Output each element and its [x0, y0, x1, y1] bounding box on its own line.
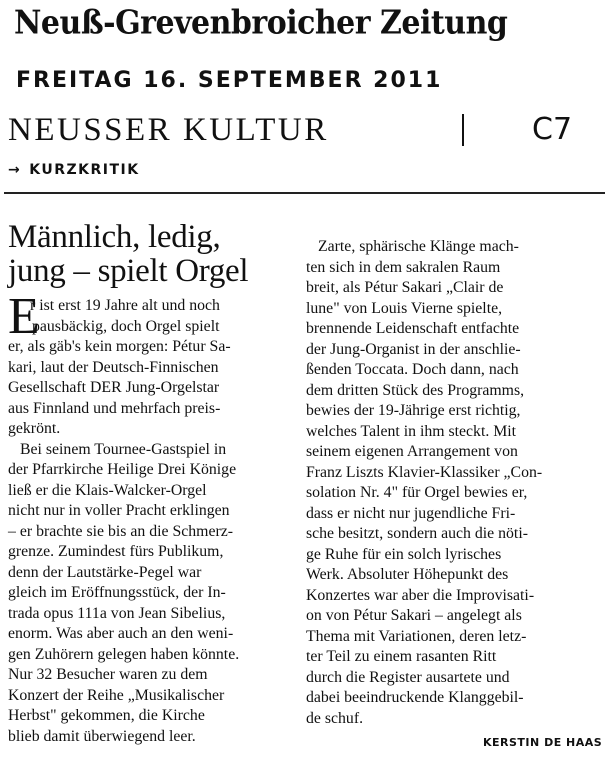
- section-divider: [462, 114, 464, 146]
- text-line: ge Ruhe für ein solch lyrisches: [306, 545, 502, 563]
- section-title: NEUSSER KULTUR: [8, 112, 329, 148]
- text-line: grenze. Zumindest fürs Publikum,: [8, 543, 224, 560]
- text-line: – er brachte sie bis an die Schmerz-: [8, 522, 234, 540]
- text-line: nicht nur in voller Pracht erklingen: [8, 502, 230, 519]
- kicker-text: KURZKRITIK: [29, 162, 140, 178]
- section-header: [8, 110, 598, 150]
- article-column-left: [8, 288, 292, 747]
- drop-cap: E: [8, 288, 40, 345]
- author-byline: KERSTIN DE HAAS: [483, 736, 603, 749]
- text-line: der Jung-Organist in der anschlie-: [306, 340, 521, 358]
- text-line: kari, laut der Deutsch-Finnischen: [8, 358, 219, 376]
- page-number: C7: [532, 112, 573, 147]
- text-line: Zarte, sphärische Klänge mach-: [318, 238, 519, 255]
- text-line: Thema mit Variationen, deren letz-: [306, 627, 527, 645]
- text-line: sche besitzt, sondern auch die nöti-: [306, 525, 528, 542]
- text-line: pausbäckig, doch Orgel spielt: [32, 317, 220, 335]
- text-line: er, als gäb's kein morgen: Pétur Sa-: [8, 338, 231, 355]
- text-line: gen Zuhörern gelegen haben könnte.: [8, 645, 240, 663]
- text-line: dabei beeindruckende Klanggebil-: [306, 689, 524, 706]
- text-line: blieb damit überwiegend leer.: [8, 727, 196, 745]
- text-line: dass er nicht nur jugendliche Fri-: [306, 504, 516, 522]
- text-line: gekrönt.: [8, 420, 61, 437]
- text-line: ten sich in dem sakralen Raum: [306, 258, 501, 276]
- text-line: der Pfarrkirche Heilige Drei Könige: [8, 461, 237, 478]
- text-line: enorm. Was aber auch an den weni-: [8, 625, 234, 642]
- text-line: brennende Leidenschaft entfachte: [306, 320, 520, 337]
- text-line: bewies der 19-Jährige erst richtig,: [306, 402, 521, 419]
- text-line: Konzert der Reihe „Musikalischer: [8, 686, 225, 704]
- text-line: ter Teil zu einem rasanten Ritt: [306, 648, 497, 665]
- text-line: dem dritten Stück des Programms,: [306, 381, 525, 399]
- arrow-right-icon: →: [8, 162, 22, 178]
- text-line: Konzertes war aber die Improvisati-: [306, 586, 535, 604]
- article-headline: [8, 220, 288, 288]
- text-line: denn der Lautstärke-Pegel war: [8, 563, 202, 581]
- headline-line: Männlich, ledig,: [8, 219, 221, 255]
- text-line: Herbst" gekommen, die Kirche: [8, 707, 205, 724]
- text-line: lune" von Louis Vierne spielte,: [306, 299, 503, 317]
- text-line: ließ er die Klais-Walcker-Orgel: [8, 481, 207, 499]
- kicker-label: [8, 162, 140, 178]
- text-line: trada opus 111a von Jean Sibelius,: [8, 604, 226, 622]
- article-column-right: [306, 237, 606, 729]
- newspaper-masthead: Neuß-Grevenbroicher Zeitung: [14, 4, 508, 43]
- text-line: aus Finnland und mehrfach preis-: [8, 399, 221, 417]
- text-line: seinem eigenen Arrangement von: [306, 443, 518, 460]
- text-line: durch die Register ausartete und: [306, 668, 510, 686]
- text-line: on von Pétur Sakari – angelegt als: [306, 607, 522, 624]
- text-line: ßenden Toccata. Doch dann, nach: [306, 361, 519, 378]
- text-line: r ist erst 19 Jahre alt und noch: [30, 297, 220, 314]
- text-line: Werk. Absoluter Höhepunkt des: [306, 566, 509, 583]
- issue-dateline: FREITAG 16. SEPTEMBER 2011: [16, 68, 443, 93]
- text-line: welches Talent in ihm steckt. Mit: [306, 422, 517, 440]
- text-line: Bei seinem Tournee-Gastspiel in: [20, 440, 227, 458]
- text-line: breit, als Pétur Sakari „Clair de: [306, 279, 504, 296]
- header-rule: [4, 192, 605, 194]
- text-line: Gesellschaft DER Jung-Orgelstar: [8, 379, 220, 396]
- text-line: de schuf.: [306, 709, 364, 727]
- text-line: Franz Liszts Klavier-Klassiker „Con-: [306, 463, 543, 481]
- headline-line: jung – spielt Orgel: [8, 253, 249, 289]
- text-line: solation Nr. 4" für Orgel bewies er,: [306, 484, 528, 501]
- text-line: Nur 32 Besucher waren zu dem: [8, 666, 208, 683]
- text-line: gleich im Eröffnungsstück, der In-: [8, 584, 226, 601]
